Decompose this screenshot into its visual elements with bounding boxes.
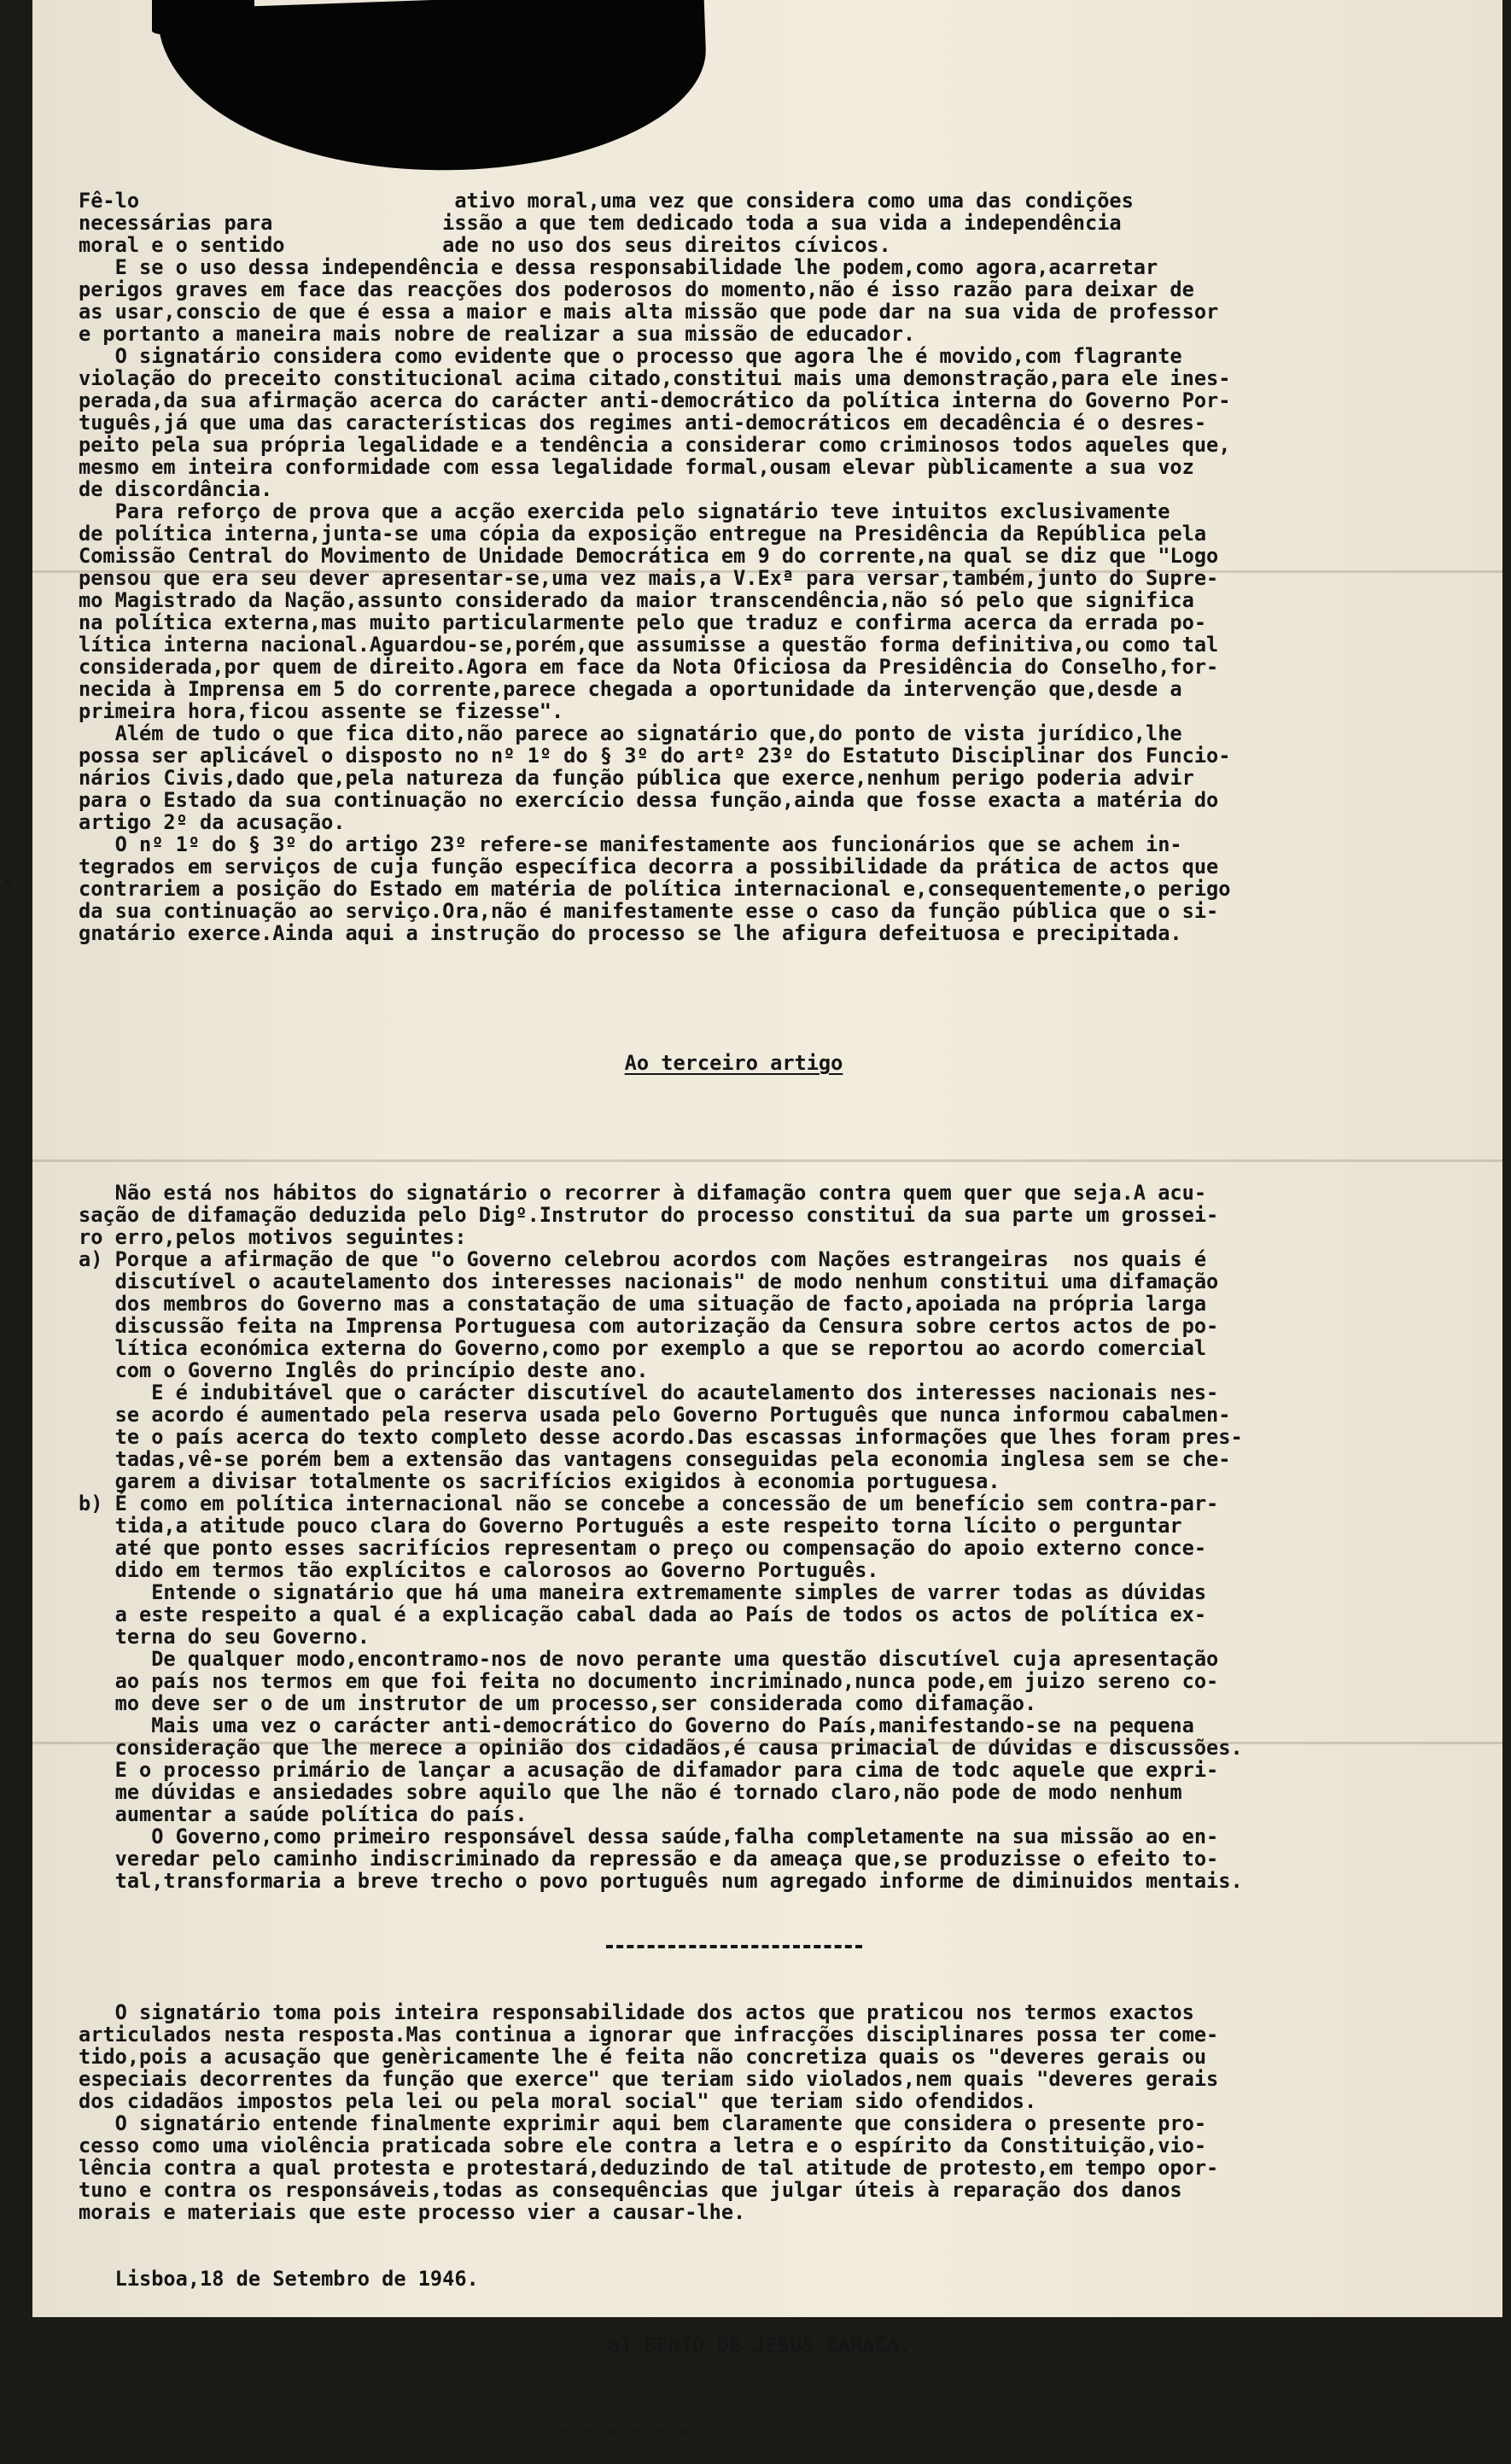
text-line: lência contra a qual protesta e protestará,deduzindo de tal atitude de protesto,em tempo opor- [79, 2156, 1219, 2180]
text-line: terna do seu Governo. [79, 1625, 370, 1649]
end-mark: - - - - - - [557, 2419, 691, 2443]
text-line: tuguês,já que uma das características dos regimes anti-democráticos em decadência é o desres- [79, 411, 1207, 435]
text-line: ro erro,pelos motivos seguintes: [79, 1225, 467, 1249]
text-line: E é indubitável que o carácter discutível do acautelamento dos interesses nacionais nes- [79, 1381, 1219, 1404]
text-line: pensou que era seu dever apresentar-se,uma vez mais,a V.Exª para versar,também,junto do Supre- [79, 566, 1219, 590]
text-line: E se o uso dessa independência e dessa responsabilidade lhe podem,como agora,acarretar [79, 255, 1158, 279]
text-line: na política externa,mas muito particularmente pelo que traduz e confirma acerca da errada po- [79, 610, 1207, 634]
text-line: O signatário entende finalmente exprimir aqui bem claramente que considera o presente pro- [79, 2111, 1207, 2135]
text-line: tegrados em serviços de cuja função específica decorra a possibilidade da prática de actos que [79, 855, 1219, 879]
text-line: a) Porque a afirmação de que "o Governo celebrou acordos com Nações estrangeiras nos quais é [79, 1247, 1207, 1271]
text-line: dos membros do Governo mas a constatação de uma situação de facto,apoiada na própria larga [79, 1292, 1207, 1316]
text-line: dos cidadãos impostos pela lei ou pela moral social" que teriam sido ofendidos. [79, 2089, 1037, 2113]
text-line: especiais decorrentes da função que exerce" que teriam sido violados,nem quais "deveres gerais [79, 2067, 1219, 2091]
text-line: para o Estado da sua continuação no exercício dessa função,ainda que fosse exacta a matéria do [79, 788, 1219, 812]
text-line: ao país nos termos em que foi feita no documento incriminado,nunca pode,em juizo sereno co- [79, 1669, 1219, 1693]
text-line: Não está nos hábitos do signatário o recorrer à difamação contra quem quer que seja.A acu- [79, 1181, 1207, 1205]
text-line: lítica interna nacional.Aguardou-se,porém,que assumisse a questão forma definitiva,ou como tal [79, 633, 1219, 657]
text-line: cesso como uma violência praticada sobre ele contra a letra e o espírito da Constituição,vio- [79, 2134, 1207, 2157]
text-line: O nº 1º do § 3º do artigo 23º refere-se manifestamente aos funcionários que se achem in- [79, 832, 1182, 856]
text-line: Comissão Central do Movimento de Unidade Democrática em 9 do corrente,na qual se diz que "Logo [79, 544, 1219, 568]
text-line: sação de difamação deduzida pelo Digº.Instrutor do processo constitui da sua parte um grossei- [79, 1203, 1219, 1227]
text-line: com o Governo Inglês do princípio deste ano. [79, 1358, 649, 1382]
text-line: tadas,vê-se porém bem a extensão das vantagens conseguidas pela economia inglesa sem se che- [79, 1447, 1231, 1471]
text-line: b) É como em política internacional não se concebe a concessão de um benefício sem contra-par- [79, 1492, 1219, 1515]
signature: a) BENTO DE JESUS CARAÇA. [608, 2333, 912, 2357]
text-line: mesmo em inteira conformidade com essa legalidade formal,ousam elevar pùblicamente a sua voz [79, 455, 1194, 479]
text-line: perigos graves em face das reacções dos poderosos do momento,não é isso razão para deixar de [79, 277, 1194, 301]
text-line: E o processo primário de lançar a acusação de difamador para cima de todc aquele que expri- [79, 1758, 1219, 1782]
text-line: se acordo é aumentado pela reserva usada pelo Governo Português que nunca informou cabalmen- [79, 1403, 1231, 1427]
text-line: gnatário exerce.Ainda aqui a instrução do processo se lhe afigura defeituosa e precipitada. [79, 921, 1182, 945]
text-line: tida,a atitude pouco clara do Governo Português a este respeito torna lícito o perguntar [79, 1514, 1182, 1538]
text-line: Mais uma vez o carácter anti-democrático do Governo do País,manifestando-se na pequena [79, 1714, 1194, 1737]
text-line: mo Magistrado da Nação,assunto considerado da maior transcendência,não só pelo que significa [79, 588, 1194, 612]
text-line: Fê-lo ativo moral,uma vez que considera como uma das condições [79, 189, 1134, 213]
document-body [79, 145, 1389, 2464]
text-line: tuno e contra os responsáveis,todas as consequências que julgar úteis à reparação dos danos [79, 2178, 1182, 2202]
text-line: até que ponto esses sacrifícios representam o preço ou compensação do apoio externo conce- [79, 1536, 1207, 1560]
text-line: necessárias para issão a que tem dedicado toda a sua vida a independência [79, 211, 1122, 235]
text-line: necida à Imprensa em 5 do corrente,parece chegada a oportunidade da intervenção que,desde a [79, 677, 1182, 701]
text-line: tal,transformaria a breve trecho o povo português num agregado informe de diminuidos mentais. [79, 1869, 1243, 1893]
text-line: Além de tudo o que fica dito,não parece ao signatário que,do ponto de vista jurídico,lhe [79, 721, 1182, 745]
text-line: discussão feita na Imprensa Portuguesa com autorização da Censura sobre certos actos de po- [79, 1314, 1219, 1338]
text-line: me dúvidas e ansiedades sobre aquilo que lhe não é tornado claro,não pode de modo nenhum [79, 1780, 1182, 1804]
text-line: violação do preceito constitucional acima citado,constitui mais uma demonstração,para ele ines- [79, 366, 1231, 390]
text-line: Para reforço de prova que a acção exercida pelo signatário teve intuitos exclusivamente [79, 499, 1170, 523]
text-line: te o país acerca do texto completo desse acordo.Das escassas informações que lhes foram pres- [79, 1425, 1243, 1449]
section-body-2 [79, 1182, 1389, 1892]
text-line: peito pela sua própria legalidade e a tendência a considerar como criminosos todos aqueles que, [79, 433, 1231, 457]
text-line: De qualquer modo,encontramo-nos de novo perante uma questão discutível cuja apresentação [79, 1647, 1219, 1671]
text-line: possa ser aplicável o disposto no nº 1º do § 3º do artº 23º do Estatuto Disciplinar dos Funcio- [79, 744, 1231, 768]
text-line: artigo 2º da acusação. [79, 810, 346, 834]
text-line: consideração que lhe merece a opinião dos cidadãos,é causa primacial de dúvidas e discussões. [79, 1736, 1243, 1760]
text-line: a este respeito a qual é a explicação cabal dada ao País de todos os actos de política ex- [79, 1603, 1207, 1626]
section-body-3 [79, 2001, 1389, 2223]
text-line: da sua continuação ao serviço.Ora,não é manifestamente esse o caso da função pública que o si- [79, 899, 1219, 923]
text-line: lítica económica externa do Governo,como por exemplo a que se reportou ao acordo comercial [79, 1336, 1207, 1360]
text-line: aumentar a saúde política do país. [79, 1802, 528, 1826]
place-date: Lisboa,18 de Setembro de 1946. [79, 2267, 479, 2291]
text-line: mo deve ser o de um instrutor de um processo,ser considerada como difamação. [79, 1691, 1037, 1715]
text-line: perada,da sua afirmação acerca do carácter anti-democrático da política interna do Governo Por- [79, 388, 1231, 412]
separator-rule [606, 1945, 862, 1948]
text-line: de política interna,junta-se uma cópia da exposição entregue na Presidência da República pela [79, 522, 1207, 546]
text-line: morais e materiais que este processo vier a causar-lhe. [79, 2200, 746, 2224]
text-line: moral e o sentido ade no uso dos seus direitos cívicos. [79, 233, 891, 257]
text-line: O signatário toma pois inteira responsabilidade dos actos que praticou nos termos exactos [79, 2000, 1194, 2024]
text-line: primeira hora,ficou assente se fizesse". [79, 699, 564, 723]
text-line: articulados nesta resposta.Mas continua a ignorar que infracções disciplinares possa ter come- [79, 2023, 1219, 2047]
text-line: contrariem a posição do Estado em matéria de política internacional e,consequentemente,o perigo [79, 877, 1231, 901]
text-line: discutível o acautelamento dos interesses nacionais" de modo nenhum constitui uma difamação [79, 1270, 1219, 1293]
text-line: dido em termos tão explícitos e calorosos ao Governo Português. [79, 1558, 879, 1582]
text-line: nários Civis,dado que,pela natureza da função pública que exerce,nenhum perigo poderia advir [79, 766, 1194, 790]
text-line: garem a divisar totalmente os sacrifícios exigidos à economia portuguesa. [79, 1469, 1001, 1493]
text-line: Entende o signatário que há uma maneira extremamente simples de varrer todas as dúvidas [79, 1580, 1207, 1604]
margin-mark [5, 879, 10, 885]
text-line: tido,pois a acusação que genèricamente lhe é feita não concretiza quais os "deveres gerais ou [79, 2045, 1207, 2069]
text-line: O signatário considera como evidente que o processo que agora lhe é movido,com flagrante [79, 344, 1182, 368]
section-body-1 [79, 190, 1389, 944]
text-line: considerada,por quem de direito.Agora em face da Nota Oficiosa da Presidência do Conselho,for- [79, 655, 1219, 679]
text-line: as usar,conscio de que é essa a maior e mais alta missão que pode dar na sua vida de professor [79, 300, 1219, 324]
section-heading: Ao terceiro artigo [624, 1051, 843, 1075]
text-line: veredar pelo caminho indiscriminado da repressão e da ameaça que,se produzisse o efeito to- [79, 1847, 1219, 1871]
text-line: de discordância. [79, 477, 273, 501]
text-line: O Governo,como primeiro responsável dessa saúde,falha completamente na sua missão ao en- [79, 1825, 1219, 1848]
text-line: e portanto a maneira mais nobre de realizar a sua missão de educador. [79, 322, 916, 346]
